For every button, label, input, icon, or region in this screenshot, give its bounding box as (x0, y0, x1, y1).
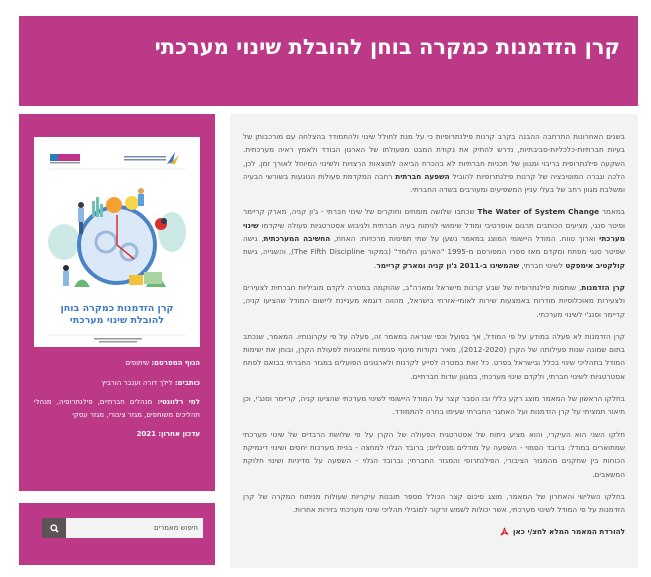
search-box (19, 503, 215, 565)
article-paragraph-7: בחלקו השלישי והאחרון של המאמר, מוצג סיכום קצר הכולל מספר תובנות עיקריות שעולות מניתוח המקרה של קרן הזדמנות על פי המודל לשינוי מערכתי, אשר יכולות לשמש זרקור למובילי תהליכי שינוי מערכתי בזירות אחרות. (243, 491, 625, 515)
article-paragraph-1: בשנים האחרונות התרחבה ההבנה בקרב קרנות פילנתרופיות כי על מנת לחולל שינוי ולהתמודד בהצלחה עם מורכבותן של בעיות חברתיות-כלכליות-סביבתיות, נדרש להתיק את נקודת המבט מפעולתו של הארגון הבודד ולאמץ ראיה מערכתית. השקעה פילנתרופית בריבוי ומגוון של תכניות חברתיות לא בהכרח הביאה לתוצאות הרצויות ולשינוי המיוחל לאורך זמן. לכן, הלכה וגברה המוטיבציה של קרנות פילנתרופיות להוביל השפעה חברתית רחבה המקדמת פעולות הנוגעות בשורשי הבעיה ומשלבת מגוון רחב של בעלי עניין המשפיעים ומעורבים בשדה החברתי. (243, 132, 625, 195)
article-paragraph-2: במאמר The Water of System Change שכתבו שלושה מומחים וחוקרים של שינוי חברתי - ג'ון קניה, מארק קריימר ופיטר סנגי, מציעים הכותבים תרגום אופרטיבי ומודל שימושי לניתוח בעיה חברתית ולגיבוש אסטרטגיות פעולה שיקדמו שינוי מערכתי וארוך טווח. המודל היישומי המוצג במאמר נשען על שתי תפיסות מרכזיות: האחת, החשיבה המערכתית, גישה שפיטר סנגי מפתח ומקדם מאז ספרו המפורסם מ-1995 "הארגון הלומד" (במקור The Fifth Discipline), והשנייה, גישת קולקטיב אימפקט לשינוי חברתי, שהמשיגו ב-2011 ג'ון קניה ומארק קריימר. (243, 207, 626, 270)
page-title: קרן הזדמנות כמקרה בוחן להובלת שינוי מערכתי (154, 35, 620, 59)
search-form (42, 518, 203, 538)
cover-illustration (34, 137, 200, 347)
download-label: להורדת המאמר המלא לחצ/י כאן (512, 527, 625, 537)
authors-row: כותבים: לילך דורה וענבר הורביץ (101, 378, 200, 387)
pdf-icon (500, 527, 509, 536)
publication-metadata (34, 357, 200, 441)
search-articles-input[interactable] (66, 518, 203, 538)
search-button[interactable] (42, 518, 66, 538)
last-updated-row: עדכון אחרון: 2021 (136, 430, 200, 438)
svg-text:להובלת שינוי מערכתי: להובלת שינוי מערכתי (69, 315, 165, 326)
article-paragraph-5: בחלקו הראשון של המאמר מוצג רקע כללי ובו הסבר קצר על המודל היישומי לשינוי מערכתי שהציעו קניה, קריימר וסנג'י, וכן תיאור תמציתי על קרן הזדמנות ועל האתגר החברתי שעימו בחרה להתמודד. (243, 394, 625, 417)
page-header (19, 16, 638, 106)
publication-cover-image[interactable] (34, 137, 200, 347)
audience-row: למי רלוונטי: מנהלים חברתיים, פילנתרופיה, מנהלי תהליכים משותפים, מגזר ציבורי, מגזר עסקי (34, 398, 200, 419)
article-paragraph-4: קרן הזדמנות לא פעלה במודע על פי המודל, אך בפועל וכפי שנראה במאמר זה, פעלה על פי עקרונותיו. המאמר, שנכתב בתום שמונה שנות פעילותה של הקרן (2012-2020), מאיר נקודות מינוף פנימיות וחיצוניות לפעולת הקרן, ובוחן את ישימות המודל בתהליכי שינוי בכלל ובישראל בפרט. כל זאת במטרה לסייע לקרנות ולארגונים הפועלים במגזר החברתי בבואם לפתח אסטרטגיות לשינוי חברתי, ולקדם שינוי מערכתי, במגוון שדות חברתיים. (243, 331, 625, 381)
article-paragraph-3: קרן הזדמנות, שותפות פילנתרופית של שבע קרנות מישראל ומארה"ב, שהוקמה במטרה לקדם מוביליות חברתית לצעירים ולצעירות מאוכלוסיות מודרות באמצעות שירות לאומי-אזרחי בישראל, מהווה דוגמא מעניינת ליישום המודל שהציעו קניה, קריימר וסנג'י לשינוי מערכתי. (243, 282, 625, 319)
publisher-row: הגוף המפרסם: שיתופים (125, 359, 200, 367)
search-icon (50, 524, 59, 533)
article-content (230, 114, 638, 568)
publication-details-box (19, 114, 215, 491)
download-article-link[interactable] (243, 525, 625, 538)
svg-text:קרן הזדמנות כמקרה בוחן: קרן הזדמנות כמקרה בוחן (60, 303, 174, 314)
article-paragraph-6: חלקו השני הוא העיקרי, והוא מציע ניתוח של אסטרטגית הפעולה של הקרן על פי שלושת הרבדים של שינוי מערכתי שמתוארים במודל: ברובד הסמוי - השפעה על מודלים מנטליים; ברובד הגלוי למחצה - בניית מערכות יחסים ושינוי דינמיקת הכוחות בין שחקנים מהמגזר הציבורי, הפילנתרופי והמגזר החברתי; וברובד הגלוי - השפעה על מדיניות ושינוי חלוקת המשאבים. (243, 429, 625, 479)
